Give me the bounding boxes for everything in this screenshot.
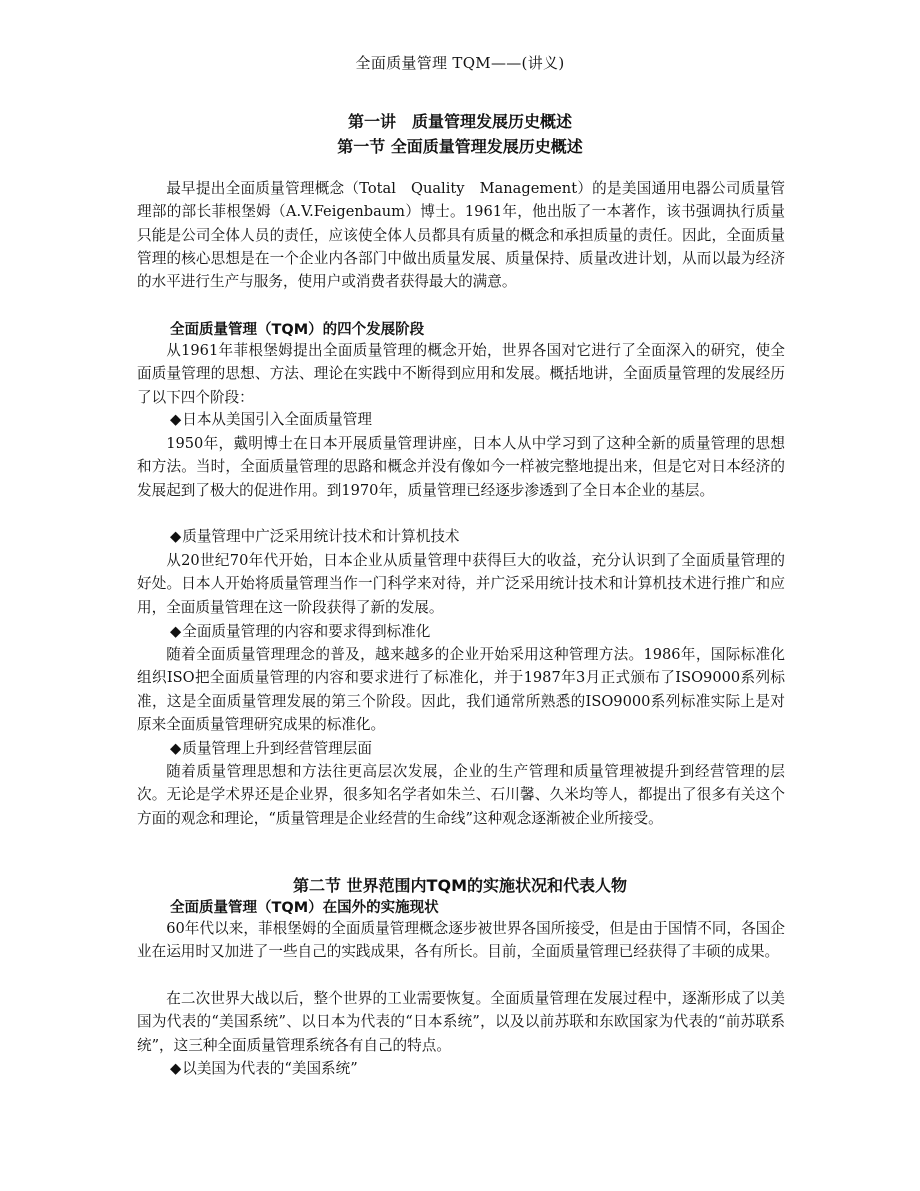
stage3-bullet xyxy=(170,620,430,643)
stage2-bullet xyxy=(170,525,460,548)
section2-title: 第二节 世界范围内TQM的实施状况和代表人物 xyxy=(292,876,627,895)
stages-intro-paragraph: 从1961年菲根堡姆提出全面质量管理的概念开始，世界各国对它进行了全面深入的研究，使全面质量管理的思想、方法、理论在实践中不断得到应用和发展。概括地讲，全面质量管理的发展经历了以下四个阶段： xyxy=(137,342,785,406)
section1-title: 第一节 全面质量管理发展历史概述 xyxy=(337,137,583,156)
page-header: 全面质量管理 TQM——(讲义) xyxy=(355,54,565,72)
diamond-bullet-icon: ◆ xyxy=(170,411,182,428)
section2-subheading: 全面质量管理（TQM）在国外的实施现状 xyxy=(170,900,439,916)
stage1-bullet xyxy=(170,408,372,431)
stage1-paragraph: 1950年，戴明博士在日本开展质量管理讲座，日本人从中学习到了这种全新的质量管理的思想和方法。当时，全面质量管理的思路和概念并没有像如今一样被完整地提出来，但是它对日本经济的发展起到了极大的促进作用。到1970年，质量管理已经逐步渗透到了全日本企业的基层。 xyxy=(137,435,785,499)
diamond-bullet-icon: ◆ xyxy=(170,623,182,640)
stage3-paragraph: 随着全面质量管理理念的普及，越来越多的企业开始采用这种管理方法。1986年，国际标准化组织ISO把全面质量管理的内容和要求进行了标准化，并于1987年3月正式颁布了ISO9000系列标准，这是全面质量管理发展的第三个阶段。因此，我们通常所熟悉的ISO9000系列标准实际上是对原来全面质量管理研究成果的标准化。 xyxy=(137,646,785,733)
stage4-bullet xyxy=(170,737,372,760)
stage2-paragraph: 从20世纪70年代开始，日本企业从质量管理中获得巨大的收益，充分认识到了全面质量管理的好处。日本人开始将质量管理当作一门科学来对待，并广泛采用统计技术和计算机技术进行推广和应用，全面质量管理在这一阶段获得了新的发展。 xyxy=(137,552,785,616)
stage2-heading: 质量管理中广泛采用统计技术和计算机技术 xyxy=(182,528,460,545)
stages-heading: 全面质量管理（TQM）的四个发展阶段 xyxy=(170,322,425,338)
stage1-heading: 日本从美国引入全面质量管理 xyxy=(182,411,372,428)
section2-bullet xyxy=(170,1057,358,1080)
diamond-bullet-icon: ◆ xyxy=(170,1060,182,1077)
stage4-paragraph: 随着质量管理思想和方法往更高层次发展，企业的生产管理和质量管理被提升到经营管理的层次。无论是学术界还是企业界，很多知名学者如朱兰、石川馨、久米均等人，都提出了很多有关这个方面的观念和理论，“质量管理是企业经营的生命线”这种观念逐渐被企业所接受。 xyxy=(137,763,785,827)
diamond-bullet-icon: ◆ xyxy=(170,740,182,757)
stage4-heading: 质量管理上升到经营管理层面 xyxy=(182,740,372,757)
section2-bullet-text: 以美国为代表的“美国系统” xyxy=(182,1060,358,1077)
intro-paragraph: 最早提出全面质量管理概念（Total Quality Management）的是美国通用电器公司质量管理部的部长菲根堡姆（A.V.Feigenbaum）博士。1961年，他出版了一本著作，该书强调执行质量只能是公司全体人员的责任，应该使全体人员都具有质量的概念和承担质量的责任。因此，全面质量管理的核心思想是在一个企业内各部门中做出质量发展、质量保持、质量改进计划，从而以最为经济的水平进行生产与服务，使用户或消费者获得最大的满意。 xyxy=(137,180,785,291)
lecture-title: 第一讲 质量管理发展历史概述 xyxy=(347,112,572,131)
diamond-bullet-icon: ◆ xyxy=(170,528,182,545)
section2-paragraph-1: 60年代以来，菲根堡姆的全面质量管理概念逐步被世界各国所接受，但是由于国情不同，各国企业在运用时又加进了一些自己的实践成果，各有所长。目前，全面质量管理已经获得了丰硕的成果。 xyxy=(137,920,785,961)
stage3-heading: 全面质量管理的内容和要求得到标准化 xyxy=(182,623,431,640)
section2-paragraph-2: 在二次世界大战以后，整个世界的工业需要恢复。全面质量管理在发展过程中，逐渐形成了以美国为代表的“美国系统”、以日本为代表的“日本系统”，以及以前苏联和东欧国家为代表的“前苏联系统”，这三种全面质量管理系统各有自己的特点。 xyxy=(137,990,785,1054)
